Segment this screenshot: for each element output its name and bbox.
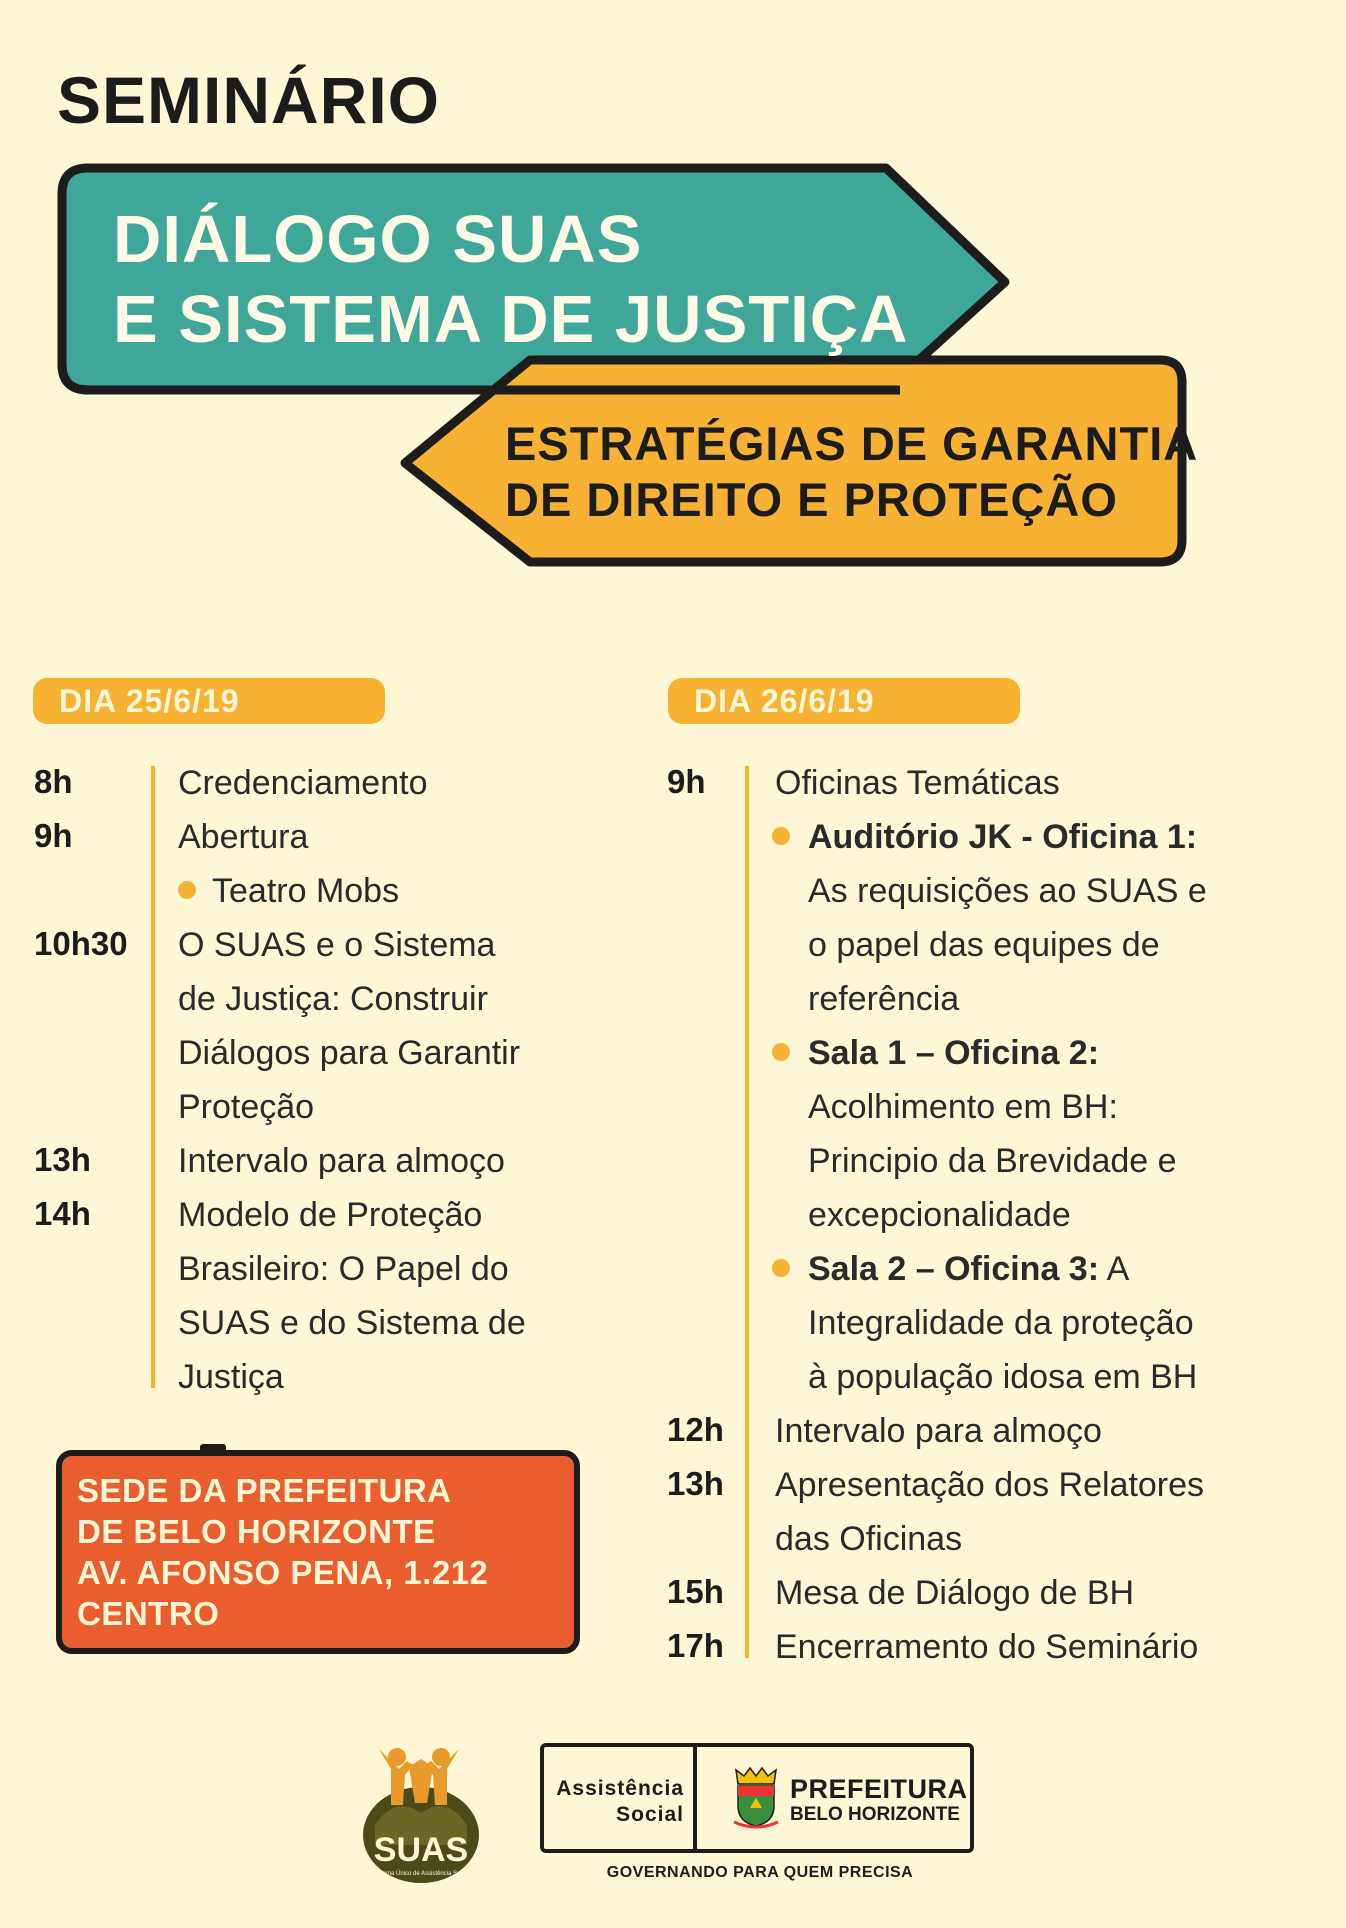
- schedule-time: 10h30: [34, 925, 128, 962]
- schedule-entry-line: Proteção: [178, 1088, 315, 1126]
- event-title-line-2: E SISTEMA DE JUSTIÇA: [113, 282, 909, 357]
- venue-line: SEDE DA PREFEITURA: [77, 1472, 452, 1509]
- schedule-entry-line: As requisições ao SUAS e: [808, 872, 1207, 910]
- schedule-entry-line: excepcionalidade: [808, 1196, 1071, 1234]
- schedule-time: 9h: [34, 817, 73, 854]
- event-subtitle-line-2: DE DIREITO E PROTEÇÃO: [505, 473, 1118, 526]
- schedule-time: 14h: [34, 1195, 91, 1232]
- schedule-entry-line: das Oficinas: [775, 1520, 963, 1558]
- schedule-entry: [178, 1134, 505, 1188]
- day1-label: DIA 25/6/19: [33, 678, 385, 724]
- schedule-entry-line: Apresentação dos Relatores: [775, 1466, 1205, 1504]
- prefeitura-line: BELO HORIZONTE: [790, 1804, 960, 1825]
- schedule-entry-line: Principio da Brevidade e: [808, 1142, 1177, 1180]
- schedule-entry-line: Intervalo para almoço: [178, 1142, 505, 1180]
- venue-address: [77, 1470, 488, 1634]
- venue-line: CENTRO: [77, 1595, 220, 1632]
- event-subtitle-line-1: ESTRATÉGIAS DE GARANTIA: [505, 417, 1199, 470]
- city-coat-of-arms-icon: [730, 1766, 782, 1830]
- schedule-entry-line: referência: [808, 980, 960, 1018]
- bullet-dot-icon: [178, 881, 196, 899]
- schedule-entry-line: à população idosa em BH: [808, 1358, 1198, 1396]
- schedule-entry: [178, 810, 308, 864]
- schedule-time: 13h: [667, 1465, 724, 1502]
- assistencia-social-label: [550, 1776, 684, 1828]
- workshop-entry: [808, 1026, 1177, 1242]
- day1-timeline-line: [151, 766, 155, 1388]
- assistencia-line: Social: [616, 1803, 684, 1826]
- schedule-entry: [775, 756, 1060, 810]
- venue-line: AV. AFONSO PENA, 1.212: [77, 1554, 489, 1591]
- schedule-entry-line: Encerramento do Seminário: [775, 1628, 1199, 1666]
- schedule-time: 15h: [667, 1573, 724, 1610]
- schedule-entry-line: Credenciamento: [178, 764, 428, 802]
- schedule-entry: [178, 756, 427, 810]
- schedule-time: 13h: [34, 1141, 91, 1178]
- schedule-entry: [775, 1620, 1198, 1674]
- schedule-entry-line: O SUAS e o Sistema: [178, 926, 496, 964]
- suas-logo: [355, 1735, 485, 1885]
- suas-logo-text: SUAS: [373, 1831, 469, 1869]
- schedule-time: 12h: [667, 1411, 724, 1448]
- schedule-entry-line: Oficinas Temáticas: [775, 764, 1060, 802]
- schedule-entry: [178, 1188, 526, 1404]
- schedule-time: 8h: [34, 763, 73, 800]
- schedule-entry-line: o papel das equipes de: [808, 926, 1160, 964]
- logo-divider: [693, 1743, 697, 1853]
- schedule-entry-line: Justiça: [178, 1358, 284, 1396]
- schedule-entry: [178, 918, 520, 1134]
- workshop-entry: [808, 810, 1207, 1026]
- workshop-title-rest: A: [1099, 1250, 1130, 1288]
- seminar-label: SEMINÁRIO: [57, 63, 441, 137]
- bullet-dot-icon: [772, 827, 790, 845]
- schedule-entry: [775, 1458, 1204, 1566]
- venue-line: DE BELO HORIZONTE: [77, 1513, 436, 1550]
- prefeitura-line: PREFEITURA: [790, 1774, 968, 1804]
- workshop-title: Sala 1 – Oficina 2:: [808, 1034, 1100, 1072]
- schedule-entry-line: Mesa de Diálogo de BH: [775, 1574, 1135, 1612]
- schedule-entry-line: de Justiça: Construir: [178, 980, 488, 1018]
- prefeitura-label: [790, 1774, 968, 1826]
- schedule-entry-line: SUAS e do Sistema de: [178, 1304, 526, 1342]
- schedule-entry-line: Acolhimento em BH:: [808, 1088, 1118, 1126]
- bullet-dot-icon: [772, 1043, 790, 1061]
- workshop-title: Auditório JK - Oficina 1:: [808, 818, 1198, 856]
- schedule-entry-line: Abertura: [178, 818, 309, 856]
- day2-timeline-line: [745, 766, 749, 1658]
- event-title-line-1: DIÁLOGO SUAS: [113, 202, 643, 277]
- venue-box-tab-marks: [190, 1440, 240, 1460]
- suas-logo-caption: Sistema Único de Assistência Social: [372, 1871, 470, 1877]
- schedule-time: 9h: [667, 763, 706, 800]
- government-tagline: GOVERNANDO PARA QUEM PRECISA: [606, 1864, 914, 1881]
- schedule-entry-line: Diálogos para Garantir: [178, 1034, 521, 1072]
- workshop-title: Sala 2 – Oficina 3:: [808, 1250, 1100, 1288]
- schedule-entry: [775, 1566, 1134, 1620]
- schedule-entry-line: Brasileiro: O Papel do: [178, 1250, 509, 1288]
- schedule-entry: [775, 1404, 1102, 1458]
- workshop-title-row: [808, 1242, 1197, 1296]
- schedule-entry-line: Modelo de Proteção: [178, 1196, 483, 1234]
- schedule-entry-line: Integralidade da proteção: [808, 1304, 1194, 1342]
- day2-label: DIA 26/6/19: [668, 678, 1020, 724]
- assistencia-line: Assistência: [556, 1777, 684, 1800]
- workshop-entry: [808, 1242, 1197, 1404]
- bullet-dot-icon: [772, 1259, 790, 1277]
- event-subtitle: [505, 416, 1198, 528]
- schedule-sub-entry: Teatro Mobs: [212, 872, 400, 910]
- schedule-time: 17h: [667, 1627, 724, 1664]
- schedule-entry-line: Intervalo para almoço: [775, 1412, 1102, 1450]
- event-title: [113, 200, 909, 360]
